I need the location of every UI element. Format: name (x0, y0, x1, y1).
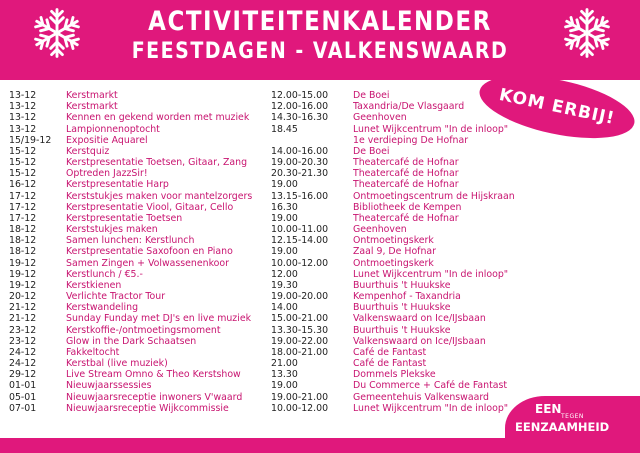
event-name: Glow in the Dark Schaatsen (66, 335, 197, 347)
event-row (9, 168, 509, 179)
event-date: 21-12 (9, 313, 37, 325)
event-row (9, 124, 509, 135)
event-row (9, 101, 509, 112)
event-row (9, 280, 509, 291)
event-name: Kerstpresentatie Saxofoon en Piano (66, 246, 233, 258)
event-location: 1e verdieping De Hofnar (353, 134, 469, 146)
logo-line-tegen: TEGEN (561, 413, 584, 420)
event-date: 16-12 (9, 179, 37, 191)
event-date: 19-12 (9, 279, 37, 291)
event-row (9, 246, 509, 257)
event-date: 23-12 (9, 324, 37, 336)
event-location: Theatercafé de Hofnar (353, 168, 459, 180)
een-tegen-eenzaamheid-logo (505, 396, 640, 453)
event-row (9, 202, 509, 213)
event-location: Lunet Wijkcentrum "In de inloop" (353, 268, 509, 280)
event-name: Nieuwjaarsreceptie inwoners V'waard (66, 391, 243, 403)
event-row (9, 235, 509, 246)
event-name: Lampionnenoptocht (66, 123, 160, 135)
event-name: Kerstkoffie-/ontmoetingsmoment (66, 324, 221, 336)
event-date: 07-01 (9, 402, 37, 414)
event-date: 15-12 (9, 145, 37, 157)
event-location: Geenhoven (353, 224, 407, 236)
event-time: 13.30 (271, 369, 298, 381)
event-row (9, 190, 515, 202)
event-location: Lunet Wijkcentrum "In de inloop" (353, 123, 509, 135)
event-time: 19.00 (271, 380, 298, 392)
event-date: 24-12 (9, 358, 37, 370)
event-time: 19.30 (271, 279, 298, 291)
event-date: 29-12 (9, 369, 37, 381)
event-time: 12.00-16.00 (271, 101, 329, 113)
event-row (9, 380, 509, 391)
event-name: Samen lunchen: Kerstlunch (66, 235, 195, 247)
event-row (9, 392, 509, 403)
event-date: 24-12 (9, 346, 37, 358)
event-date: 17-12 (9, 201, 37, 213)
event-name: Nieuwjaarsreceptie Wijkcommissie (66, 402, 229, 414)
event-location: Theatercafé de Hofnar (353, 179, 459, 191)
header-band (0, 0, 640, 80)
event-time: 19.00-20.00 (271, 291, 329, 303)
event-location: De Boei (353, 90, 390, 101)
event-name: Kerststukjes maken voor mantelzorgers (66, 190, 253, 202)
event-name: Kerstmarkt (66, 90, 118, 101)
event-row (9, 313, 509, 324)
event-time: 19.00-21.00 (271, 391, 329, 403)
event-row (9, 347, 509, 358)
event-date: 01-01 (9, 380, 37, 392)
event-date: 20-12 (9, 291, 37, 303)
event-location: De Boei (353, 145, 390, 157)
event-name: Kerstkienen (66, 279, 122, 291)
event-name: Expositie Aquarel (66, 134, 148, 146)
event-location: Taxandria/De Vlasgaard (353, 101, 465, 113)
event-date: 15/19-12 (9, 134, 52, 146)
event-row (9, 336, 509, 347)
badge-text: KOM ERBIJ! (497, 84, 617, 130)
event-row (9, 403, 509, 414)
event-time: 20.30-21.30 (271, 168, 329, 180)
event-row (9, 325, 509, 336)
logo-line-eenzaamheid: EENZAAMHEID (515, 420, 610, 434)
event-time: 10.00-11.00 (271, 224, 329, 236)
event-name: Kerstpresentatie Toetsen, Gitaar, Zang (66, 157, 248, 169)
event-date: 13-12 (9, 101, 37, 113)
event-row (9, 146, 509, 157)
event-row (9, 258, 509, 269)
event-name: Kerstpresentatie Viool, Gitaar, Cello (66, 201, 234, 213)
event-time: 18.00-21.00 (271, 346, 329, 358)
event-name: Kerstlunch / €5.- (66, 268, 143, 280)
event-row (9, 302, 509, 313)
event-name: Kerstpresentatie Toetsen (66, 212, 183, 224)
event-location: Valkenswaard on Ice/IJsbaan (353, 313, 486, 325)
event-location: Lunet Wijkcentrum "In de inloop" (353, 402, 509, 414)
event-location: Ontmoetingscentrum de Hijskraan (353, 190, 515, 202)
event-date: 05-01 (9, 391, 37, 403)
event-time: 19.00 (271, 246, 298, 258)
event-time: 10.00-12.00 (271, 402, 329, 414)
event-name: Optreden JazzSir! (66, 168, 148, 180)
logo-line-een: EEN (535, 402, 562, 416)
event-row (9, 369, 509, 380)
page-title: ACTIVITEITENKALENDER (148, 7, 492, 37)
event-time: 10.00-12.00 (271, 257, 329, 269)
event-row (9, 213, 509, 224)
event-date: 19-12 (9, 268, 37, 280)
event-date: 19-12 (9, 257, 37, 269)
event-name: Kennen en gekend worden met muziek (66, 112, 250, 124)
event-name: Verlichte Tractor Tour (66, 291, 166, 303)
event-date: 13-12 (9, 90, 37, 101)
event-time: 19.00 (271, 212, 298, 224)
event-row (9, 269, 509, 280)
event-name: Kerstmarkt (66, 101, 118, 113)
event-location: Dommels Plekske (353, 369, 436, 381)
event-time: 13.15-16.00 (271, 190, 329, 202)
event-row (9, 358, 509, 369)
event-name: Kerststukjes maken (66, 224, 158, 236)
event-name: Kerstpresentatie Harp (66, 179, 169, 191)
event-location: Buurthuis 't Huukske (353, 302, 451, 314)
event-location: Zaal 9, De Hofnar (353, 246, 437, 258)
event-date: 18-12 (9, 235, 37, 247)
event-time: 19.00-20.30 (271, 157, 329, 169)
event-name: Fakkeltocht (66, 346, 120, 358)
event-name: Kerstbal (live muziek) (66, 358, 168, 370)
event-row (9, 135, 509, 146)
event-row (9, 157, 509, 168)
event-location: Valkenswaard on Ice/IJsbaan (353, 335, 486, 347)
event-date: 17-12 (9, 190, 37, 202)
event-time: 12.00-15.00 (271, 90, 329, 101)
event-row (9, 90, 509, 101)
page-subtitle: FEESTDAGEN - VALKENSWAARD (131, 38, 509, 64)
event-date: 15-12 (9, 157, 37, 169)
event-time: 12.00 (271, 268, 298, 280)
event-time: 19.00-22.00 (271, 335, 329, 347)
event-location: Café de Fantast (353, 358, 427, 370)
event-name: Samen Zingen + Volwassenenkoor (66, 257, 230, 269)
event-row (9, 224, 509, 235)
event-location: Ontmoetingskerk (353, 257, 434, 269)
event-location: Buurthuis 't Huukske (353, 324, 451, 336)
event-time: 14.00 (271, 302, 298, 314)
event-name: Sunday Funday met DJ's en live muziek (66, 313, 252, 325)
event-name: Nieuwjaarssessies (66, 380, 152, 392)
event-date: 13-12 (9, 112, 37, 124)
event-date: 23-12 (9, 335, 37, 347)
event-location: Kempenhof - Taxandria (353, 291, 461, 303)
event-location: Bibliotheek de Kempen (353, 201, 462, 213)
event-time: 13.30-15.30 (271, 324, 329, 336)
event-date: 18-12 (9, 246, 37, 258)
event-date: 18-12 (9, 224, 37, 236)
event-name: Kerstquiz (66, 145, 110, 157)
event-name: Kerstwandeling (66, 302, 139, 314)
event-location: Theatercafé de Hofnar (353, 157, 459, 169)
event-time: 15.00-21.00 (271, 313, 329, 325)
event-date: 17-12 (9, 212, 37, 224)
event-time: 14.00-16.00 (271, 145, 329, 157)
event-row (9, 179, 509, 190)
event-location: Gemeentehuis Valkenswaard (353, 391, 489, 403)
events-table (9, 90, 515, 414)
event-time: 12.15-14.00 (271, 235, 329, 247)
event-row (9, 291, 509, 302)
event-location: Theatercafé de Hofnar (353, 212, 459, 224)
event-location: Ontmoetingskerk (353, 235, 434, 247)
event-time: 18.45 (271, 123, 298, 135)
event-location: Du Commerce + Café de Fantast (353, 380, 508, 392)
event-time: 14.30-16.30 (271, 112, 329, 124)
event-time: 21.00 (271, 358, 298, 370)
event-date: 15-12 (9, 168, 37, 180)
event-time: 16.30 (271, 201, 298, 213)
event-date: 21-12 (9, 302, 37, 314)
event-name: Live Stream Omno & Theo Kerstshow (66, 369, 241, 381)
event-location: Buurthuis 't Huukske (353, 279, 451, 291)
event-location: Geenhoven (353, 112, 407, 124)
event-row (9, 112, 509, 123)
event-location: Café de Fantast (353, 346, 427, 358)
event-date: 13-12 (9, 123, 37, 135)
event-time: 19.00 (271, 179, 298, 191)
